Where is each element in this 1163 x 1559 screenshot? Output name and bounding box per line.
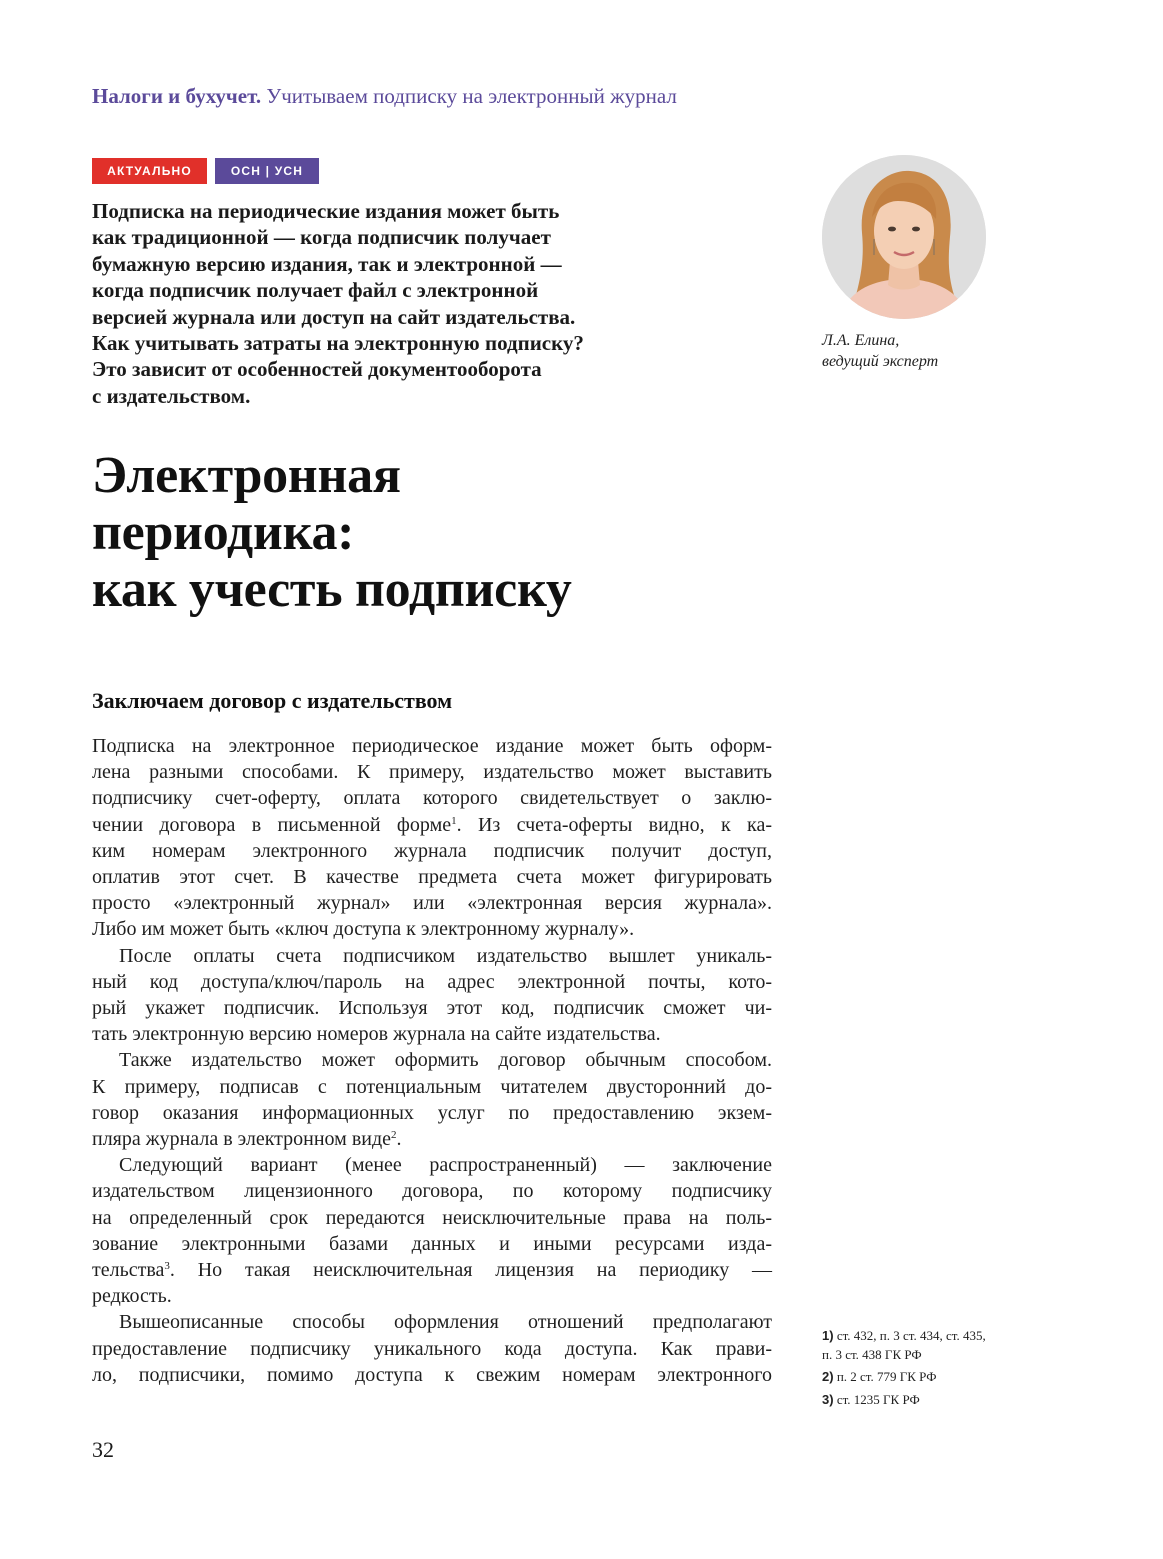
body-line: К примеру, подписав с потенциальным читателем двусторонний до- xyxy=(92,1075,772,1098)
footnote-number: 2) xyxy=(822,1369,834,1384)
lead-line: версией журнала или доступ на сайт издательства. xyxy=(92,304,576,329)
author-name: Л.А. Елина, xyxy=(822,332,900,349)
footnotes xyxy=(822,1327,986,1409)
footnote-text: ст. 432, п. 3 ст. 434, ст. 435, xyxy=(836,1328,986,1343)
lead-paragraph xyxy=(92,198,712,409)
footnote-number: 1) xyxy=(822,1328,834,1343)
body-line: просто «электронный журнал» или «электронная версия журнала». xyxy=(92,892,772,915)
body-line: подписчику счет-оферту, оплата которого свидетельствует о заклю- xyxy=(92,787,772,810)
lead-line: когда подписчик получает файл с электронной xyxy=(92,278,539,303)
author-role: ведущий эксперт xyxy=(822,353,939,370)
article-body xyxy=(92,733,772,1388)
body-line: говор оказания информационных услуг по предоставлению экзем- xyxy=(92,1101,772,1124)
lead-line: бумажную версию издания, так и электронной — xyxy=(92,251,562,276)
footnote-text: п. 2 ст. 779 ГК РФ xyxy=(836,1369,937,1384)
footnote-1-continued: п. 3 ст. 438 ГК РФ xyxy=(822,1346,922,1362)
body-text: . Из счета-оферты видно, к ка- xyxy=(456,813,772,836)
lead-line: Это зависит от особенностей документооборота xyxy=(92,357,542,382)
body-line: Подписка на электронное периодическое издание может быть оформ- xyxy=(92,735,772,757)
body-line: После оплаты счета подписчиком издательство вышлет уникаль- xyxy=(119,944,772,967)
body-line: рый укажет подписчик. Используя этот код, подписчик сможет чи- xyxy=(92,997,772,1020)
body-text: . Но такая неисключительная лицензия на периодику — xyxy=(169,1259,772,1282)
body-text: пляра журнала в электронном виде xyxy=(92,1128,392,1151)
author-photo xyxy=(822,155,986,319)
body-line: Также издательство может оформить договор обычным способом. xyxy=(119,1049,772,1072)
body-line: лена разными способами. К примеру, издательство может выставить xyxy=(92,761,772,784)
footnote-3 xyxy=(822,1391,986,1410)
body-line: издательством лицензионного договора, по которому подписчику xyxy=(92,1180,772,1203)
body-line: ный код доступа/ключ/пароль на адрес электронной почты, кото- xyxy=(92,970,772,993)
body-line: зование электронными базами данных и иными ресурсами изда- xyxy=(92,1232,772,1255)
body-line: ло, подписчики, помимо доступа к свежим номерам электронного xyxy=(92,1363,772,1386)
footnote-ref-1: 1 xyxy=(451,814,457,827)
footnote-text: ст. 1235 ГК РФ xyxy=(836,1391,920,1407)
body-line: тать электронную версию номеров журнала на сайте издательства. xyxy=(92,1023,661,1046)
body-line: на определенный срок передаются неисключительные права на поль- xyxy=(92,1206,772,1229)
body-text: . xyxy=(396,1128,402,1151)
badge-tax-regime: ОСН | УСН xyxy=(215,158,319,184)
running-header-topic: Учитываем подписку на электронный журнал xyxy=(266,84,677,108)
lead-line: Как учитывать затраты на электронную подписку? xyxy=(92,331,584,356)
body-line: Следующий вариант (менее распространенный) — заключение xyxy=(119,1154,772,1177)
footnote-2 xyxy=(822,1368,986,1387)
body-line: Вышеописанные способы оформления отношений предполагают xyxy=(119,1311,772,1334)
author-caption xyxy=(822,330,938,372)
footnote-ref-3: 3 xyxy=(164,1260,170,1273)
lead-line: Подписка на периодические издания может быть xyxy=(92,199,560,223)
body-line xyxy=(92,812,772,838)
body-line: Либо им может быть «ключ доступа к электронному журналу». xyxy=(92,918,635,941)
footnote-ref-2: 2 xyxy=(391,1129,397,1142)
page-number: 32 xyxy=(92,1437,114,1462)
title-line: Электронная xyxy=(92,447,401,504)
section-subheading: Заключаем договор с издательством xyxy=(92,688,453,713)
body-line: оплатив этот счет. В качестве предмета счета может фигурировать xyxy=(92,866,772,889)
lead-line: как традиционной — когда подписчик получает xyxy=(92,225,551,250)
badge-row xyxy=(92,158,319,184)
title-line: как учесть подписку xyxy=(92,561,572,618)
lead-line: с издательством. xyxy=(92,383,251,408)
badge-actual: АКТУАЛЬНО xyxy=(92,158,207,184)
footnote-number: 3) xyxy=(822,1391,834,1407)
running-header xyxy=(92,84,677,109)
body-line: предоставление подписчику уникального кода доступа. Как прави- xyxy=(92,1337,772,1360)
footnote-1 xyxy=(822,1327,986,1346)
body-line xyxy=(92,1257,772,1283)
body-text: чении договора в письменной форме xyxy=(92,813,452,836)
body-text: тельства xyxy=(92,1259,165,1282)
body-line xyxy=(92,1126,772,1152)
title-line: периодика: xyxy=(92,504,355,561)
body-line: ким номерам электронного журнала подписчик получит доступ, xyxy=(92,839,772,862)
article-title xyxy=(92,447,572,618)
author-portrait-illustration xyxy=(822,155,986,319)
body-line: редкость. xyxy=(92,1285,172,1308)
running-header-section: Налоги и бухучет. xyxy=(92,84,262,108)
